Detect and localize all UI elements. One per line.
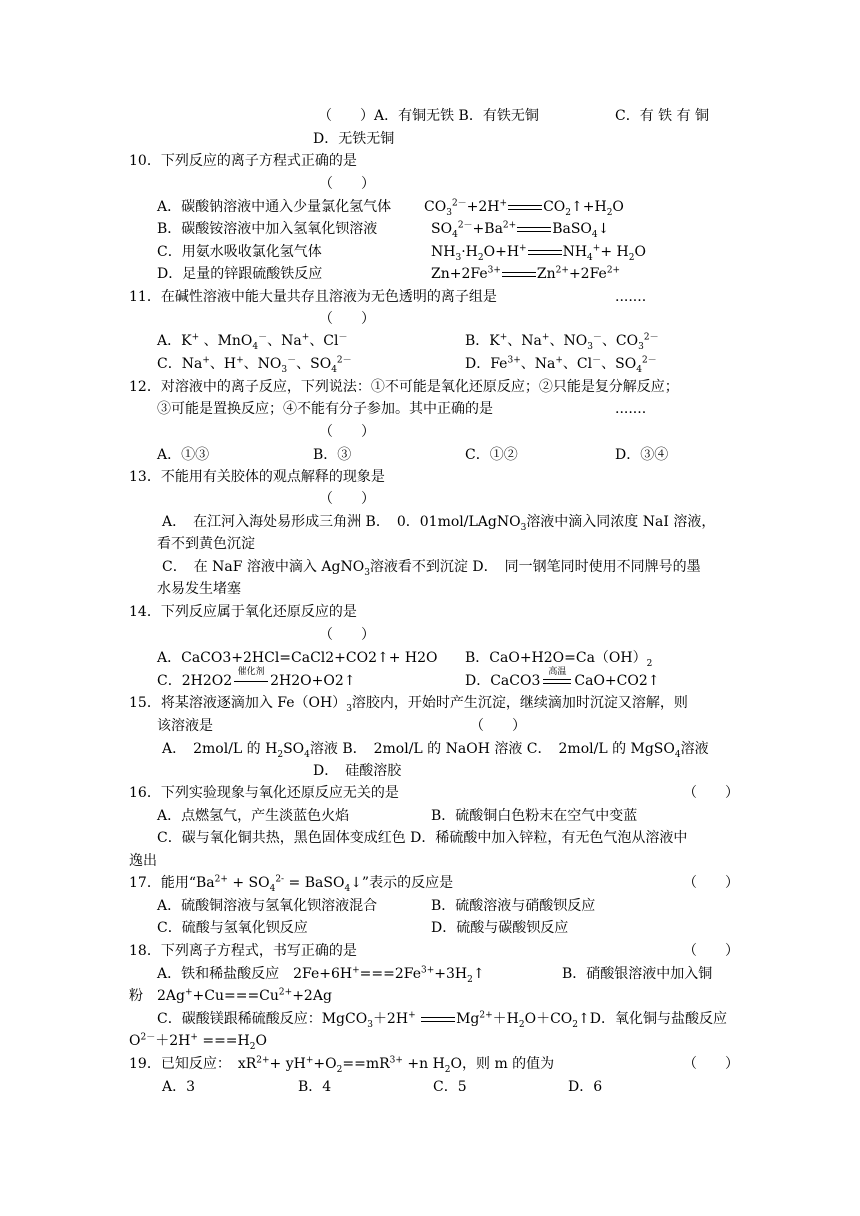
q19-option-b: B．4: [298, 1079, 332, 1095]
q12-stem-1: 12．对溶液中的离子反应，下列说法：①不可能是氧化还原反应；②只能是复分解反应；: [129, 379, 679, 395]
q12-paren: （ ）: [319, 424, 375, 440]
q16-stem: 16．下列实验现象与氧化还原反应无关的是: [129, 785, 399, 801]
q13-option-b-cont: 看不到黄色沉淀: [157, 536, 255, 552]
q16-option-a: A．点燃氢气，产生淡蓝色火焰: [157, 808, 350, 824]
q15-paren: （ ）: [470, 718, 526, 734]
q11-option-d: D．$Fe^{3+}$、Na+、Cl－、$SO_4^{2-}$: [465, 355, 657, 375]
q10-eq-d: $Zn+2Fe^{3+}$ $Zn^{2+}+2Fe^{2+}$: [431, 265, 621, 282]
q14-option-a: A．CaCO3+2HCl=CaCl2+CO2↑+ H2O: [157, 650, 438, 666]
q19-stem: 19．已知反应： $xR^{2+}+ yH^++O_2==mR^{3+} +n$ $H_2O$，则 m 的值为: [129, 1055, 555, 1075]
q11-option-a: A．K+ 、MnO$_4$－、Na+、Cl－: [157, 332, 348, 352]
q12-stem-2: ③可能是置换反应；④不能有分子参加。其中正确的是: [157, 401, 493, 417]
q10-paren: （ ）: [319, 176, 375, 192]
q10-option-d: D．足量的锌跟硫酸铁反应: [157, 266, 323, 282]
q9-option-d: D．无铁无铜: [313, 131, 395, 147]
q17-option-d: D．硫酸与碳酸钡反应: [431, 920, 569, 936]
q19-option-a: A．3: [162, 1079, 196, 1095]
q11-paren: （ ）: [319, 311, 375, 327]
q10-stem: 10．下列反应的离子方程式正确的是: [129, 153, 357, 169]
q12-dots: .......: [615, 401, 647, 417]
q17-stem: 17．能用“$Ba^{2+} + SO_4^{2-}$ = BaSO$_4$↓”表示的反应是: [129, 874, 454, 894]
q18-option-a: A．铁和稀盐酸反应 $2Fe+6H^+===2Fe^{3+}+3H_2↑$: [157, 965, 485, 985]
q14-high-temp-label: 高温: [548, 667, 567, 677]
q16-options-cd: C．碳与氧化铜共热，黑色固体变成红色 D．稀硫酸中加入锌粒，有无色气泡从溶液中: [157, 830, 688, 846]
q10-eq-b: $SO_4^{2-}+Ba^{2+}$ BaSO$_4$↓: [431, 220, 610, 240]
q17-paren: （ ）: [683, 875, 739, 891]
q10-option-a: A．碳酸钠溶液中通入少量氯化氢气体: [157, 199, 392, 215]
q9-options-line: [318, 107, 539, 125]
q18-option-d-cont: $O^{2-}+2H^+ ===H_2O$: [129, 1032, 267, 1052]
q19-paren: （ ）: [683, 1056, 739, 1072]
q10-option-b: B．碳酸铵溶液中加入氢氧化钡溶液: [157, 221, 378, 237]
q14-catalyst-label: 催化剂: [237, 667, 265, 677]
q11-dots: .......: [615, 289, 647, 305]
q9-option-c: C．有 铁 有 铜: [615, 108, 710, 124]
q14-option-d: D．CaCO3 高温 CaO+CO2↑: [465, 672, 659, 690]
q18-option-b: B．硝酸银溶液中加入铜: [562, 966, 713, 982]
q18-stem: 18．下列离子方程式，书写正确的是: [129, 943, 357, 959]
q15-option-d: D． 硅酸溶胶: [313, 763, 402, 779]
q19-option-c: C．5: [433, 1079, 467, 1095]
q10-eq-a: $CO_3^{2-}+2H^+$ $CO_2↑+H_2O$: [424, 198, 624, 218]
q11-stem: 11．在碱性溶液中能大量共存且溶液为无色透明的离子组是: [129, 289, 497, 305]
q17-option-c: C．硫酸与氢氧化钡反应: [157, 920, 308, 936]
q11-option-c: C．Na+、H+、$NO_3^-$、$SO_4^{2-}$: [157, 355, 352, 375]
q18-paren: （ ）: [683, 943, 739, 959]
q16-option-b: B．硫酸铜白色粉末在空气中变蓝: [431, 808, 638, 824]
q14-paren: （ ）: [319, 627, 375, 643]
q15-stem-1: 15．将某溶液逐滴加入 $Fe(OH)_3$溶胶内，开始时产生沉淀，继续滴加时沉淀又溶解，则: [129, 695, 688, 714]
q15-options-abc: A． 2mol/L 的 $H_2SO_4$溶液 B． 2mol/L 的 NaOH 溶液 C． 2mol/L 的 MgSO$_4$溶液: [162, 741, 709, 760]
q17-option-b: B．硫酸溶液与硝酸钡反应: [431, 898, 596, 914]
q17-option-a: A．硫酸铜溶液与氢氧化钡溶液混合: [157, 898, 378, 914]
q13-stem: 13．不能用有关胶体的观点解释的现象是: [129, 469, 385, 485]
q16-option-d-cont: 逸出: [129, 853, 157, 869]
q15-stem-2: 该溶液是: [157, 718, 213, 734]
q14-option-c: C．2H2O2 催化剂 2H2O+O2↑: [157, 672, 355, 690]
q16-paren: （ ）: [683, 785, 739, 801]
q13-paren: （ ）: [319, 491, 375, 507]
q14-stem: 14．下列反应属于氧化还原反应的是: [129, 604, 357, 620]
q11-option-b: B．K+、Na+、$NO_3^-$、$CO_3^{2-}$: [465, 332, 659, 352]
q12-option-c: C．①②: [465, 447, 518, 463]
q10-eq-c: $NH_3\cdot H_2O+H^+$ $NH_4^++ H_2O$: [431, 243, 646, 263]
q14-option-b: B．$CaO+H2O=Ca(OH)_2$: [465, 650, 653, 669]
q13-option-ab: A． 在江河入海处易形成三角洲 B． 0．01mol/LAgNO$_3$溶液中滴入同浓度 NaI 溶液，: [162, 514, 716, 533]
q13-option-cd: C． 在 NaF 溶液中滴入 AgNO$_3$溶液看不到沉淀 D． 同一钢笔同时使用不同牌号的墨: [162, 559, 701, 578]
q18-option-b-cont: 粉 $2Ag^++Cu===Cu^{2+}+2Ag$: [129, 987, 332, 1004]
q18-options-cd: C．碳酸镁跟稀硫酸反应：MgCO$_3$＋2H+ $Mg^{2+}+H_2O+CO_2↑D$．氧化铜与盐酸反应: [157, 1010, 727, 1030]
q13-option-d-cont: 水易发生堵塞: [157, 581, 241, 597]
q19-option-d: D．6: [568, 1079, 603, 1095]
q12-option-d: D．③④: [615, 447, 669, 463]
q12-option-a: A．①③: [157, 447, 210, 463]
q9-options-ab: （ ）A．有铜无铁 B．有铁无铜: [318, 108, 539, 124]
q10-option-c: C．用氨水吸收氯化氢气体: [157, 244, 322, 260]
q12-option-b: B．③: [313, 447, 352, 463]
